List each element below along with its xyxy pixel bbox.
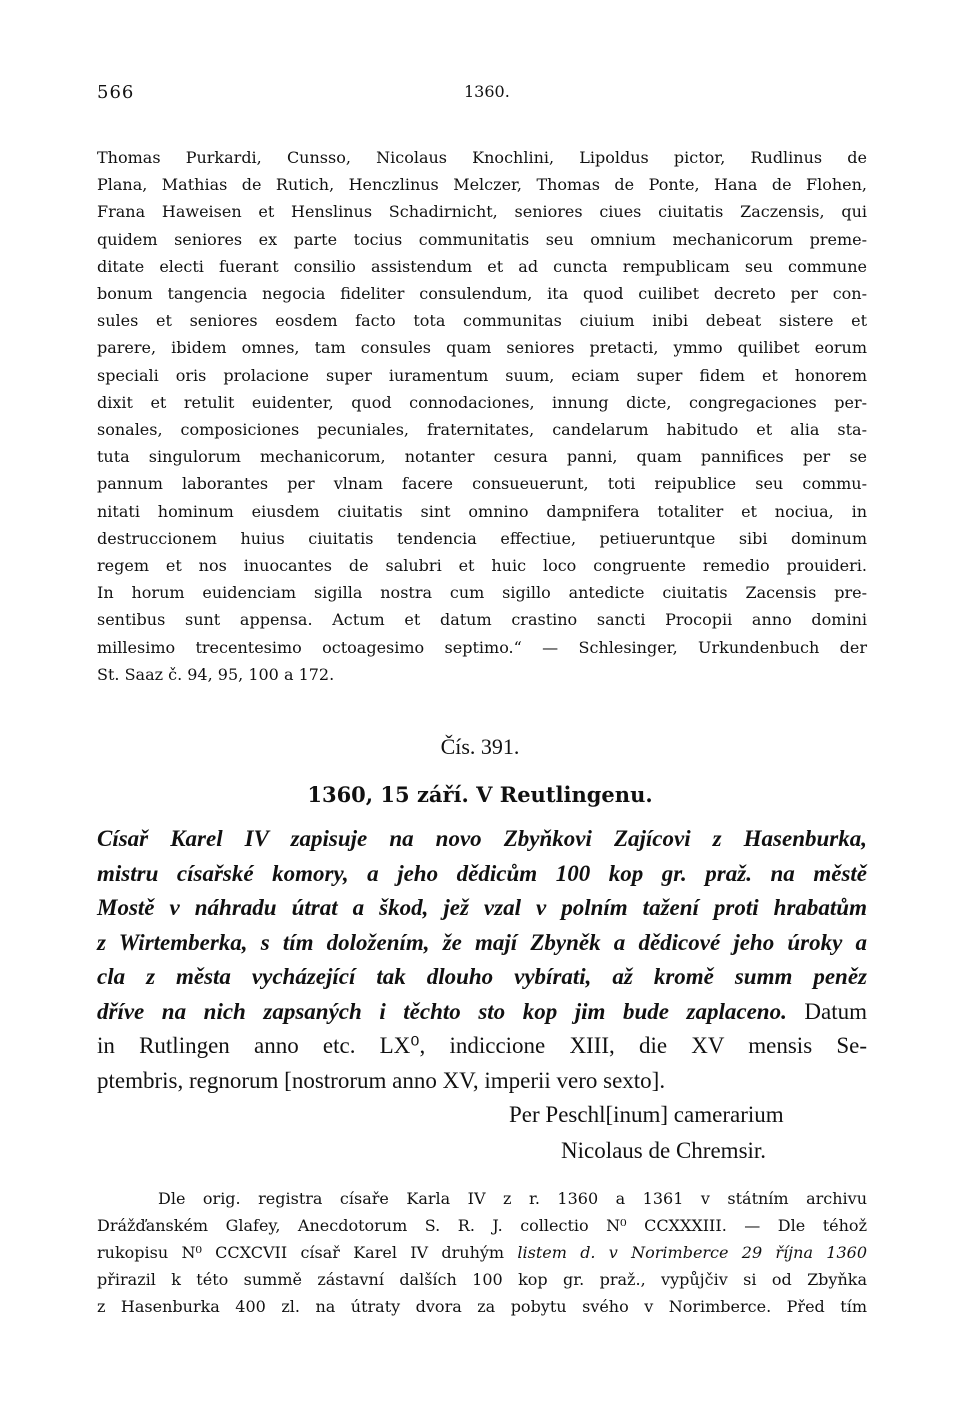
note-line: přirazil k této summě zástavní dalších 100 kop gr. praž., vypůjčiv si od Zbyňka <box>97 1270 867 1289</box>
running-head-year: 1360. <box>464 82 510 101</box>
note-line <box>97 1239 867 1266</box>
datum-line <box>97 1029 867 1064</box>
text-line: quidem seniores ex parte tocius communitatis seu omnium mechanicorum preme- <box>97 229 867 249</box>
text-line: nitati hominum eiusdem ciuitatis sint omnino dampnifera totaliter et nociua, in <box>97 501 867 521</box>
note-text: rukopisu N⁰ CCXCVII císař Karel IV druhým <box>97 1243 518 1262</box>
regest-italic: Mostě v náhradu útrat a škod, jež vzal v polním tažení proti hrabatům <box>97 895 867 920</box>
regest-line <box>97 995 867 1030</box>
text-line: regem et nos inuocantes de salubri et huic loco congruente remedio prouideri. <box>97 556 867 576</box>
datum-text: in Rutlingen anno etc. LX⁰, indiccione XIII, die XV mensis Se- <box>97 1033 867 1058</box>
text-line: pannum laborantes per vlnam facere consueuerunt, toti reipublice seu commu- <box>97 474 867 494</box>
text-line: parere, ibidem omnes, tam consules quam seniores pretacti, ymmo quilibet eorum <box>97 338 867 358</box>
text-line: sentibus sunt appensa. Actum et datum crastino sancti Procopii anno domini <box>97 610 867 630</box>
page-number: 566 <box>97 82 135 103</box>
text-line: bonum tangencia negocia fideliter consulendum, ita quod cuilibet decreto per con- <box>97 284 867 304</box>
regest-line <box>97 926 867 961</box>
text-line: tuta singulorum mechanicorum, notanter cesura panni, quam pannifices per se <box>97 447 867 467</box>
text-line: millesimo trecentesimo octoagesimo septimo.“ — Schlesinger, Urkundenbuch der <box>97 637 867 657</box>
regest-italic: Císař Karel IV zapisuje na novo Zbyňkovi Zajícovi z Hasenburka, <box>97 826 867 851</box>
text-line: Plana, Mathias de Rutich, Henczlinus Melczer, Thomas de Ponte, Hana de Flohen, <box>97 175 867 195</box>
text-line: Thomas Purkardi, Cunsso, Nicolaus Knochlini, Lipoldus pictor, Rudlinus de <box>97 148 867 167</box>
datum-text: Datum <box>786 998 867 1024</box>
note-line: Dle orig. registra císaře Karla IV z r. 1360 a 1361 v státním archivu <box>158 1189 867 1208</box>
note-line: z Hasenburka 400 zl. na útraty dvora za pobytu svého v Norimberce. Před tím <box>97 1297 867 1316</box>
text-line: sules et seniores eosdem facto tota communitas ciuium inibi debeat sistere et <box>97 311 867 331</box>
regest-line <box>97 960 867 995</box>
text-line: In horum euidenciam sigilla nostra cum sigillo antedicte ciuitatis Zacensis pre- <box>97 583 867 603</box>
regest-italic: mistru císařské komory, a jeho dědicům 100 kop gr. praž. na městě <box>97 860 867 886</box>
regest-line <box>97 891 867 926</box>
regest-line <box>97 857 867 892</box>
text-line-last: St. Saaz č. 94, 95, 100 a 172. <box>97 664 335 684</box>
datum-line-last <box>97 1064 867 1099</box>
text-line: ditate electi fuerant consilio assistendum et ad cuncta rempublicam seu commune <box>97 256 867 276</box>
datum-text: ptembris, regnorum [nostrorum anno XV, imperii vero sexto]. <box>97 1067 666 1093</box>
previous-document-text <box>97 144 867 688</box>
text-line: destruccionem huius ciuitatis tendencia effectiue, petiueruntque sibi dominum <box>97 528 867 548</box>
signature-text: Per Peschl[inum] camerarium <box>509 1102 784 1127</box>
regest-line <box>97 822 867 857</box>
signature-text: Nicolaus de Chremsir. <box>561 1138 767 1163</box>
text-line: Frana Haweisen et Henslinus Schadirnicht, seniores ciues ciuitatis Zaczensis, qui <box>97 202 867 222</box>
page-header <box>97 82 867 112</box>
text-line: sonales, composiciones pecuniales, fraternitates, candelarum habitudo et alia sta- <box>97 420 867 440</box>
text-line: speciali oris prolacione super iuramentum suum, eciam super fidem et honorem <box>97 365 867 385</box>
text-line: dixit et retulit euidenter, quod connodaciones, innung dicte, congregaciones per- <box>97 392 867 412</box>
regest <box>97 822 867 1098</box>
note-italic: listem d. v Norimberce 29 října 1360 <box>517 1243 867 1262</box>
document-date-place: 1360, 15 září. V Reutlingenu. <box>307 782 653 807</box>
regest-italic: z Wirtemberka, s tím doložením, že mají Zbyněk a dědicové jeho úroky a <box>97 929 867 955</box>
regest-italic: dříve na nich zapsaných i těchto sto kop jim bude zaplaceno. <box>97 998 787 1024</box>
document-number: Čís. 391. <box>440 734 520 759</box>
regest-italic: cla z města vycházející tak dlouho vybírati, až kromě summ peněz <box>97 964 867 989</box>
note-line: Drážďanském Glafey, Anecdotorum S. R. J. collectio N⁰ CCXXXIII. — Dle téhož <box>97 1216 867 1235</box>
source-notes <box>97 1185 867 1320</box>
